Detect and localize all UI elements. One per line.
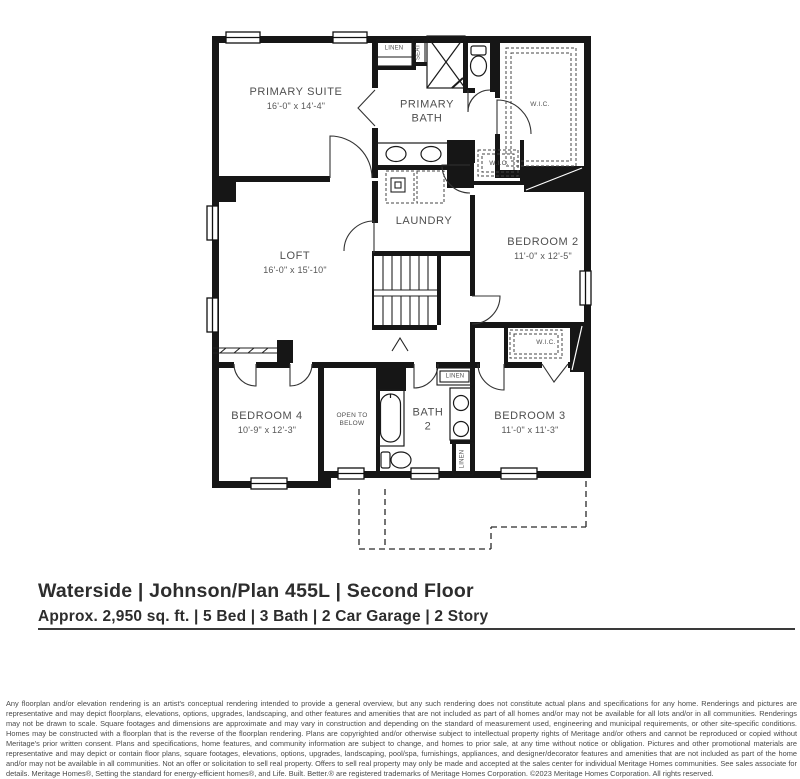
room-name: BATH 2 (412, 406, 444, 432)
room-name: LINEN (445, 373, 465, 380)
room-label-loft (240, 250, 350, 276)
footprint-dashed-outline (359, 477, 586, 549)
loft-railing (213, 348, 277, 353)
room-name: BEDROOM 3 (494, 410, 566, 422)
room-label-wic-hall (489, 160, 509, 168)
toilet-icon-primary (471, 46, 487, 76)
room-name: PRIMARY SUITE (249, 86, 343, 98)
room-label-wic-bedroom3 (536, 339, 556, 347)
room-label-primary-suite (246, 86, 346, 112)
bath2-sinks-icon (450, 388, 472, 440)
room-name: W.I.C. (489, 159, 509, 167)
vanity-sinks-icon (376, 143, 448, 166)
stairs-icon (374, 256, 437, 351)
room-name: W.I.C. (536, 338, 556, 346)
room-name: LINEN (459, 449, 466, 469)
toilet-icon-bath2 (381, 452, 411, 468)
room-label-linen-side (459, 450, 467, 469)
room-dims: 11'-0" x 11'-3" (501, 424, 559, 435)
bathtub-icon (377, 390, 404, 446)
room-dims: 11'-0" x 12'-5" (514, 250, 572, 261)
divider-rule (38, 628, 795, 630)
room-name: W.I.C. (530, 100, 550, 108)
room-dims: 10'-9" x 12'-3" (237, 424, 297, 435)
legal-disclaimer: Any floorplan and/or elevation rendering is an artist's conceptual rendering intended to provide a general overview, but any such rendering does not constitute actual plans and specifications for any home. Renderings and pictures are representative and may depict floorplans, elevations, options, upgrades, landscaping, and other features and amenities that are not included as part of all homes and/or may not be available for all lots and/or in all communities. Renderings may not be drawn to scale. Square footages and dimensions are approximate and may vary in construction and depending on the standard of measurement used, engineering and municipal requirements, or other site-specific conditions. Homes may be constructed with a floorplan that is the reverse of the floorplan rendering. Plans are copyrighted and/or otherwise subject to intellectual property rights of Meritage and/or others and cannot be reproduced or copied without Meritage's prior written consent. Plans and specifications, home features, and community information are subject to change, and homes to prior sale, at any time without notice or obligation. Pictures and other promotional materials are representative and may depict or contain floor plans, square footages, elevations, options, upgrades, landscaping, pool/spa, furnishings, appliances, and designer/decorator features and amenities that are not included as part of the home and/or may not be available in all communities. Not an offer or solicitation to sell real property. Offers to sell real property may only be made and accepted at the sales center for individual Meritage Homes communities. See sales associate for details. Meritage Homes®, Setting the standard for energy-efficient homes®, and Life. Built. Better.® are registered trademarks of Meritage Homes Corporation. ©2023 Meritage Homes Corporation. All rights reserved. (6, 699, 797, 778)
room-dims: 16'-0" x 14'-4" (266, 100, 326, 111)
title-block (38, 580, 778, 626)
shower-icon (427, 36, 465, 88)
room-label-linen-primary (385, 45, 404, 53)
room-label-bedroom3 (475, 410, 585, 436)
plan-title: Waterside | Johnson/Plan 455L | Second Floor (38, 580, 474, 602)
room-label-wic-primary (530, 101, 550, 109)
room-name: OPEN TO BELOW (336, 411, 368, 427)
room-name: BEDROOM 4 (231, 410, 303, 422)
room-label-bedroom4 (212, 410, 322, 436)
room-name: SEAT (415, 43, 422, 61)
room-label-open-to-below (326, 412, 378, 428)
room-name: PRIMARY BATH (399, 98, 455, 124)
room-name: LOFT (279, 250, 311, 262)
room-label-linen-bath2 (446, 373, 465, 381)
room-name: LAUNDRY (395, 215, 453, 228)
plan-subtitle: Approx. 2,950 sq. ft. | 5 Bed | 3 Bath | 2 Car Garage | 2 Story (38, 608, 489, 625)
room-label-seat (415, 44, 423, 60)
washer-dryer-icon (391, 178, 405, 192)
room-label-primary-bath (395, 98, 459, 126)
room-name: BEDROOM 2 (507, 236, 579, 248)
room-dims: 16'-0" x 15'-10" (263, 264, 327, 275)
room-label-bath2 (408, 406, 448, 434)
room-name: LINEN (384, 45, 404, 52)
room-label-laundry (396, 215, 453, 229)
room-label-bedroom2 (488, 236, 598, 262)
